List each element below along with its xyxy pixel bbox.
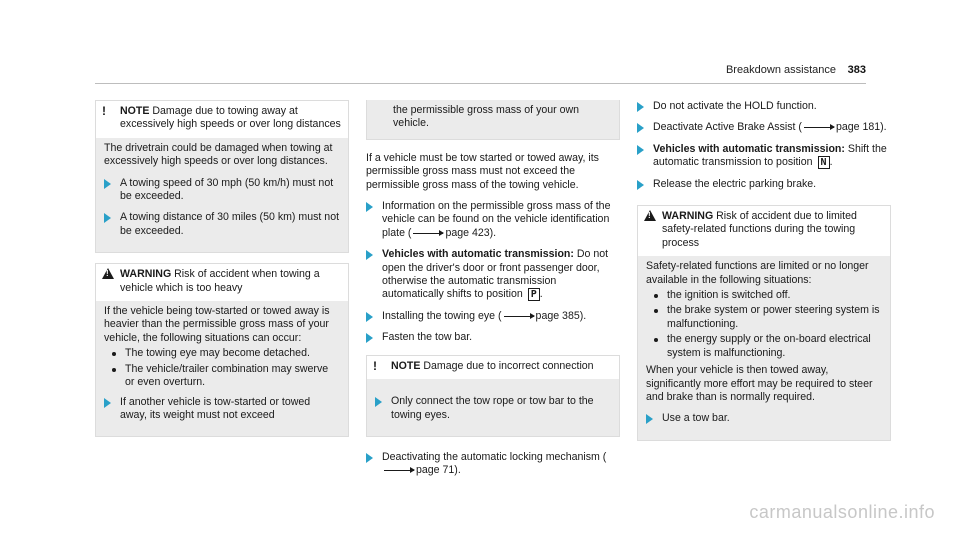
step-arrow-icon: [637, 145, 644, 155]
intro-paragraph: If a vehicle must be tow started or towed away, its permissible gross mass must not exceed the permissible gross mass of the towing vehicle.: [366, 151, 599, 191]
page-reference-arrow-icon: [384, 470, 414, 471]
step-item: Deactivate Active Brake Assist ( page 181).: [637, 121, 891, 134]
note-text: The drivetrain could be damaged when towing at excessively high speeds or over long distances.: [104, 141, 333, 168]
step-arrow-icon: [366, 453, 373, 463]
step-item: If another vehicle is tow-started or towed away, its weight must not exceed: [104, 396, 340, 423]
warning-text: Safety-related functions are limited or no longer available in the following situations:: [646, 260, 869, 286]
warning-box-safety-functions: [637, 205, 891, 441]
warning-box-heavy-vehicle: [95, 263, 349, 437]
step-arrow-icon: [646, 414, 653, 424]
page-link[interactable]: page 385: [535, 309, 580, 322]
page-number: 383: [847, 64, 866, 76]
step-item: A towing distance of 30 miles (50 km) must not be exceeded.: [104, 211, 340, 238]
step-arrow-icon: [104, 398, 111, 408]
warning-label: WARNING: [120, 268, 172, 281]
note-label: NOTE: [120, 105, 150, 117]
bullet-item: The towing eye may become detached.: [104, 347, 340, 360]
gear-position-symbol: P: [528, 288, 540, 301]
step-arrow-icon: [104, 179, 111, 189]
step-item: Release the electric parking brake.: [637, 178, 891, 191]
bullet-item: the energy supply or the on-board electrical system is malfunctioning.: [646, 333, 882, 360]
note-heading: Damage due to towing away at excessively high speeds or over long distances: [120, 105, 341, 131]
warning-triangle-icon: [102, 268, 114, 279]
page-link[interactable]: page 423: [445, 226, 490, 239]
warning-body: [638, 256, 890, 439]
page-reference-arrow-icon: [413, 233, 443, 234]
step-arrow-icon: [366, 333, 373, 343]
warning-heading: Risk of accident when towing a vehicle which is too heavy: [120, 268, 320, 294]
page-reference-arrow-icon: [804, 127, 834, 128]
bullet-item: The vehicle/trailer combination may swerve or even overturn.: [104, 363, 340, 390]
column-1: [95, 100, 349, 437]
step-item: Use a tow bar.: [646, 412, 882, 425]
page-header: [95, 58, 866, 84]
warning-header: [638, 206, 890, 256]
step-arrow-icon: [366, 312, 373, 322]
note-body: [367, 379, 619, 436]
step-item: Deactivating the automatic locking mechanism (page 71).: [366, 451, 620, 478]
bullet-item: the brake system or power steering system is malfunctioning.: [646, 304, 882, 331]
step-item: A towing speed of 30 mph (50 km/h) must not be exceeded.: [104, 177, 340, 204]
warning-triangle-icon: [644, 210, 656, 221]
step-item: Installing the towing eye ( page 385).: [366, 310, 620, 323]
note-header: [96, 101, 348, 138]
page-reference-arrow-icon: [504, 316, 534, 317]
note-box-connection: [366, 355, 620, 437]
warning-continuation: the permissible gross mass of your own vehicle.: [366, 100, 620, 140]
step-arrow-icon: [104, 213, 111, 223]
gear-position-symbol: N: [818, 156, 830, 169]
watermark: carmanualsonline.info: [749, 501, 935, 522]
warning-body: [96, 301, 348, 436]
warning-text: If the vehicle being tow-started or towed away is heavier than the permissible gross mass of your vehicle, the following situations can occur:: [104, 305, 330, 344]
step-item: Information on the permissible gross mass of the vehicle can be found on the vehicle identification plate ( page 423).: [366, 200, 620, 240]
warning-heading: Risk of accident due to limited safety-related functions during the towing process: [662, 210, 857, 249]
warning-label: WARNING: [662, 210, 714, 223]
step-item: Vehicles with automatic transmission: Shift the automatic transmission to position N .: [637, 143, 891, 170]
column-3: [637, 100, 891, 441]
note-icon: !: [102, 104, 106, 118]
step-item: Do not activate the HOLD function.: [637, 100, 891, 113]
section-title: Breakdown assistance: [725, 64, 836, 76]
step-arrow-icon: [366, 250, 373, 260]
note-body: [96, 138, 348, 252]
step-item: Only connect the tow rope or tow bar to the towing eyes.: [375, 395, 611, 422]
note-box-towing-speed: [95, 100, 349, 253]
page-link[interactable]: page 71: [416, 464, 455, 477]
step-arrow-icon: [637, 102, 644, 112]
step-arrow-icon: [637, 123, 644, 133]
bullet-item: the ignition is switched off.: [646, 289, 882, 302]
note-label: NOTE: [391, 359, 421, 372]
note-heading: Damage due to incorrect connection: [423, 359, 594, 372]
note-header: [367, 356, 619, 379]
warning-header: [96, 264, 348, 301]
note-icon: !: [373, 358, 377, 373]
step-item: Fasten the tow bar.: [366, 331, 620, 344]
step-arrow-icon: [375, 397, 382, 407]
step-arrow-icon: [366, 202, 373, 212]
warning-text-2: When your vehicle is then towed away, significantly more effort may be required to steer and brake than is normally required.: [646, 364, 873, 403]
step-arrow-icon: [637, 180, 644, 190]
step-item: Vehicles with automatic transmission: Do not open the driver's door or front passenger door, otherwise the automatic transmission automatically shifts to position P .: [366, 248, 620, 302]
page-link[interactable]: page 181: [835, 121, 881, 134]
column-2: [366, 100, 620, 486]
